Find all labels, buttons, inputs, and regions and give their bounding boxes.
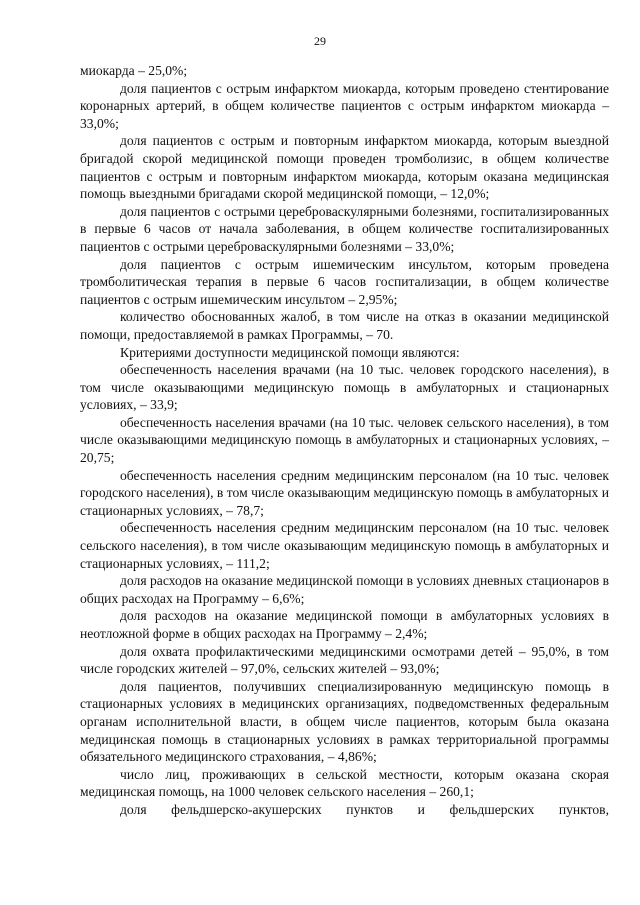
paragraph: число лиц, проживающих в сельской местности, которым оказана скорая медицинская помощь, на 1000 человек сельского населения – 260,1;: [80, 766, 609, 800]
paragraph: обеспеченность населения врачами (на 10 тыс. человек сельского населения), в том числе оказывающими медицинскую помощь в амбулаторных и стационарных условиях, – 20,75;: [80, 414, 609, 466]
paragraph: доля охвата профилактическими медицинскими осмотрами детей – 95,0%, в том числе городских жителей – 97,0%, сельских жителей – 93,0%;: [80, 643, 609, 677]
paragraph: доля пациентов, получивших специализированную медицинскую помощь в стационарных условиях в медицинских организациях, подведомственных федеральным органам исполнительной власти, в общем числе пациентов, которым была оказана медицинская помощь в стационарных условиях в рамках территориальной программы обязательного медицинского страхования, – 4,86%;: [80, 678, 609, 765]
paragraph: количество обоснованных жалоб, в том числе на отказ в оказании медицинской помощи, предоставляемой в рамках Программы, – 70.: [80, 309, 609, 342]
paragraph: доля расходов на оказание медицинской помощи в условиях дневных стационаров в общих расходах на Программу – 6,6%;: [80, 573, 609, 606]
paragraph: доля пациентов с острым и повторным инфарктом миокарда, которым выездной бригадой скорой медицинской помощи проведен тромболизис, в общем количестве пациентов с острым и повторным инфарктом миокарда, которым оказана медицинская помощь выездными бригадами скорой медицинской помощи, – 12,0%;: [80, 133, 609, 202]
paragraph: Критериями доступности медицинской помощи являются:: [120, 344, 460, 360]
page-number: 29: [314, 34, 326, 48]
paragraph: обеспеченность населения средним медицинским персоналом (на 10 тыс. человек сельского населения), в том числе оказывающим медицинскую помощь в амбулаторных и стационарных условиях, – 111,2;: [80, 520, 609, 571]
paragraph: доля расходов на оказание медицинской помощи в амбулаторных условиях в неотложной форме в общих расходах на Программу – 2,4%;: [80, 608, 609, 641]
paragraph: доля пациентов с острым инфарктом миокарда, которым проведено стентирование коронарных артерий, в общем количестве пациентов с острым инфарктом миокарда – 33,0%;: [80, 80, 609, 131]
paragraph: доля пациентов с острыми цереброваскулярными болезнями, госпитализированных в первые 6 часов от начала заболевания, в общем количестве госпитализированных пациентов с острыми цереброваскулярными болезнями – 33,0%;: [80, 203, 609, 254]
paragraph: обеспеченность населения врачами (на 10 тыс. человек городского населения), в том числе оказывающими медицинскую помощь в амбулаторных и стационарных условиях, – 33,9;: [80, 362, 609, 413]
paragraph: миокарда – 25,0%;: [80, 63, 188, 78]
paragraph: доля фельдшерско-акушерских пунктов и фельдшерских пунктов,: [120, 801, 609, 817]
document-body: [80, 62, 609, 819]
paragraph: доля пациентов с острым ишемическим инсультом, которым проведена тромболитическая терапия в первые 6 часов госпитализации, в общем количестве пациентов с острым ишемическим инсультом – 2,95%;: [80, 256, 609, 307]
paragraph: обеспеченность населения средним медицинским персоналом (на 10 тыс. человек городского населения), в том числе оказывающим медицинскую помощь в амбулаторных и стационарных условиях, – 78,7;: [80, 467, 609, 518]
